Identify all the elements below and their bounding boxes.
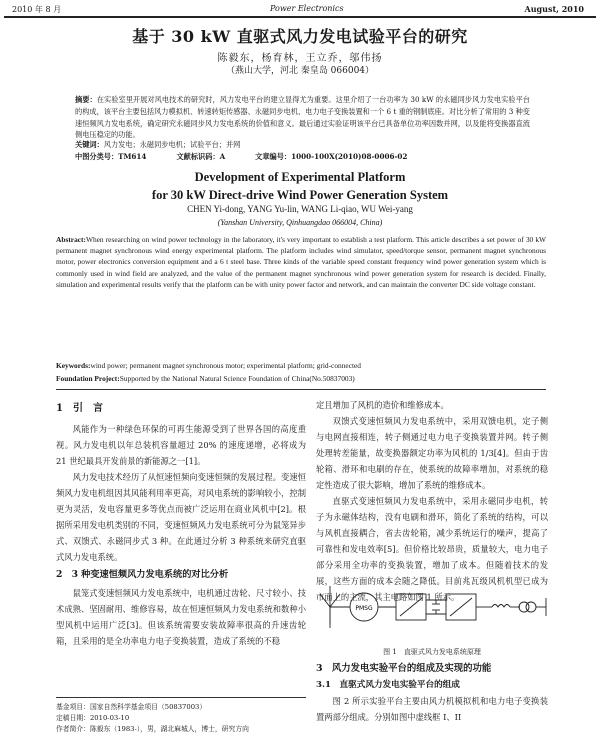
authors-en: CHEN Yi-dong, YANG Yu-lin, WANG Li-qiao, WU Wei-yang <box>187 204 413 214</box>
section-2-title: 2 3 种变速恒频风力发电系统的对比分析 <box>56 569 229 580</box>
footnote <box>56 702 306 734</box>
header-date-cn: 2010 年 8 月 <box>12 5 62 14</box>
right-column-bottom <box>316 661 548 725</box>
keywords-cn-label: 关键词： <box>75 140 104 149</box>
affiliation-cn: （燕山大学，河北 秦皇岛 066004） <box>225 66 375 76</box>
para-dfig: 双馈式变速恒频风力发电系统中，采用双馈电机，定子侧与电网直接相连，转子侧通过电力电子变换装置并网。转子侧处理转差能量，故变换器额定功率为风机的 1/3[4]。但由于齿轮箱、滑环和电刷的存在，使系统的故障率增加，对系统的稳定性造成了很大影响，增加了系统的维修成本。 <box>316 416 548 490</box>
footnote-author: 作者简介：陈毅东（1983-），男，湖北麻城人，博士，研究方向 <box>56 724 249 733</box>
keywords-en-label: Keywords: <box>56 361 91 370</box>
abstract-en <box>56 234 546 290</box>
clc-number: 中图分类号：TM614 <box>75 152 147 161</box>
keywords-en <box>56 360 546 371</box>
header-date-en: August, 2010 <box>524 4 584 14</box>
title-cn: 基于 30 kW 直驱式风力发电试验平台的研究 <box>132 27 468 46</box>
section-3-1-title: 3.1 直驱式风力发电实验平台的组成 <box>316 680 460 690</box>
abstract-en-text: When researching on wind power technology in the laboratory, it's very important to establish a test platform. This article describes a set power of 30 kW permanent magnet synchronous wind energy experimental platform. The platform includes wind simulator, speed/torque sensor, permanent magnet synchronous motor, power electronics conversion equipment and a 6 t steel base. Three kinds of the variable speed constant frequency wind power generation system which is commonly used in wind field are analyzed, and the value of the permanent magnet synchronous wind power generation system for research is decided. Finally, simulation and experimental results verify that the platform can be with unity power factor and network, and can maintain the converter DC side voltage constant. <box>56 235 546 289</box>
foundation-en <box>56 373 546 384</box>
figure-1-diagram <box>316 568 548 646</box>
abstract-en-label: Abstract: <box>56 235 86 244</box>
para-intro-2: 风力发电技术经历了从恒速恒频向变速恒频的发展过程。变速恒频风力发电机组因其风能利用率更高，对风电系统的影响较小，控制更为灵活，发电容量更多等优点而被广泛运用在商业风机中[2]。根据所采用发电机类别的不同，变速恒频风力发电系统可分为鼠笼异步式、双馈式、永磁同步式 3 种。在此通过分析 3 种系统来研究直驱式风力发电系统。 <box>56 472 306 562</box>
para-direct-drive: 直驱式变速恒频风力发电系统中，采用永磁同步电机，转子为永磁体结构，没有电刷和滑环，简化了系统的结构，可以与风机直接耦合，省去齿轮箱，减少系统运行的噪声，提高了可靠性和发电效率[5]。但价格比较昂贵，质量较大，电力电子部分采用全功率的变换装置，增加了成本。但随着技术的发展，这些方面的成本会随之降低。目前兆瓦级风机机型已成为市面上的主流，其主电路如图 1 所示。 <box>316 496 548 602</box>
footnote-date: 定稿日期：2010-03-10 <box>56 713 130 722</box>
para-cont: 定且增加了风机的造价和维修成本。 <box>316 400 449 410</box>
para-platform: 图 2 所示实验平台主要由风力机模拟机和电力电子变换装置两部分组成。分别如图中虚线框 I、II <box>316 696 548 722</box>
para-squirrel-cage: 鼠笼式变速恒频风力发电系统中，电机通过齿轮、尺寸较小、技术成熟、坚固耐用、维修容易，故在恒速恒频风力发电系统和数种小型风机中运用广泛[3]。但该系统需要安装故障率很高的升速齿轮箱，且采用的是全功率电力电子变换装置，造成了系统的不稳 <box>56 588 306 646</box>
title-en <box>0 168 600 204</box>
foundation-en-label: Foundation Project: <box>56 374 120 383</box>
keywords-cn-text: 风力发电；永磁同步电机；试验平台；并网 <box>103 140 241 149</box>
authors-cn: 陈毅东，杨育林，王立乔，邬伟扬 <box>217 53 383 64</box>
pmsg-label: PMSG <box>355 605 373 612</box>
figure-1-caption: 图 1 直驱式风力发电系统原理 <box>383 648 481 656</box>
abstract-cn <box>75 94 530 141</box>
footnote-rule <box>56 697 306 698</box>
keywords-en-text: wind power; permanent magnet synchronous motor; experimental platform; grid-connected <box>90 361 361 370</box>
section-3-title: 3 风力发电实验平台的组成及实现的功能 <box>316 663 492 674</box>
footnote-fund: 基金项目：国家自然科学基金项目（50837003） <box>56 703 207 711</box>
abstract-cn-text: 在实验室里开展对风电技术的研究时，风力发电平台的建立显得尤为重要。这里介绍了一台功率为 30 kW 的永磁同步风力发电实验平台的构成，该平台主要包括风力模拟机、转速转矩传感器、永磁同步电机、电力电子变换装置和一个 6 t 重的钢制底座。对比分析了常用的 3 种变速恒频风力发电系统，确定研究永磁同步风力发电系统的价值和意义。最后通过实验证明该平台已具备单位功率因数并网，以及能将变换器直流侧电压稳定的功能。 <box>75 95 530 140</box>
keywords-cn <box>75 139 530 151</box>
section-1-title: 1 引 言 <box>56 403 103 414</box>
abstract-rule <box>56 389 546 390</box>
doc-code: 文献标识码：A <box>176 152 226 161</box>
header-journal: Power Electronics <box>270 4 344 13</box>
meta-cn <box>75 152 530 162</box>
title-en-line-2: for 30 kW Direct-drive Wind Power Generation System <box>151 188 449 202</box>
abstract-cn-label: 摘要： <box>75 95 97 104</box>
foundation-en-text: Supported by the National Natural Science Foundation of China(No.50837003) <box>119 374 355 383</box>
header-rule <box>4 16 596 18</box>
title-en-line-1: Development of Experimental Platform <box>194 170 406 184</box>
affiliation-en: (Yanshan University, Qinhuangdao 066004, China) <box>217 218 383 227</box>
para-intro-1: 风能作为一种绿色环保的可再生能源受到了世界各国的高度重视。风力发电机以年总装机容量超过 20% 的速度递增，必将成为 21 世纪最具开发前景的新能源之一[1]。 <box>56 424 306 466</box>
left-column <box>56 397 306 649</box>
article-number: 文章编号：1000-100X(2010)08-0006-02 <box>255 152 408 161</box>
